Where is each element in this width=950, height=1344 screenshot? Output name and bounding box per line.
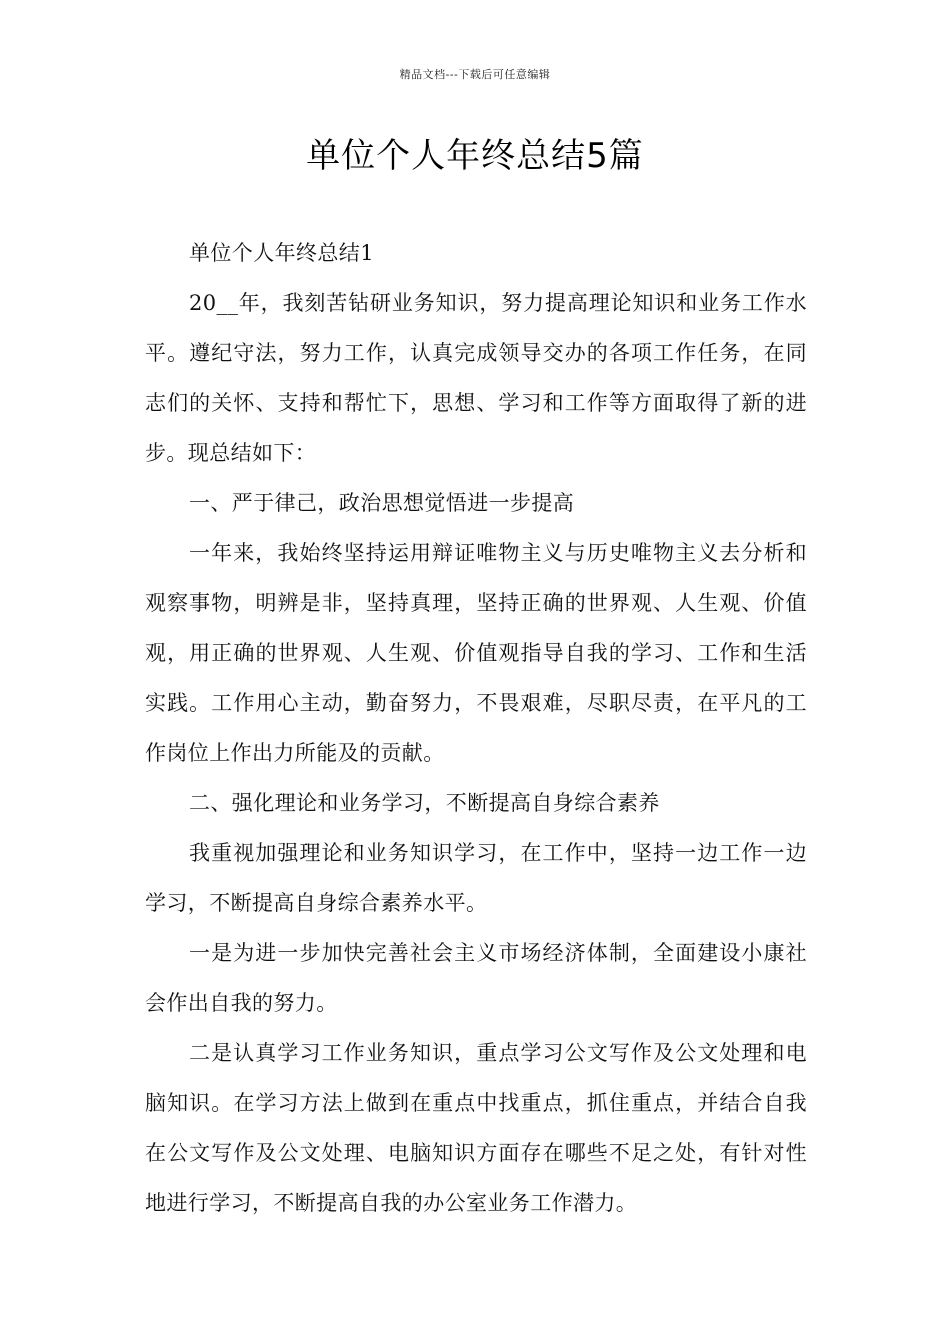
paragraph: 我重视加强理论和业务知识学习，在工作中，坚持一边工作一边学习，不断提高自身综合素养水平。 bbox=[145, 841, 807, 915]
paragraph: 一年来，我始终坚持运用辩证唯物主义与历史唯物主义去分析和观察事物，明辨是非，坚持真理，坚持正确的世界观、人生观、价值观，用正确的世界观、人生观、价值观指导自我的学习、工作和生活实践。工作用心主动，勤奋努力，不畏艰难，尽职尽责，在平凡的工作岗位上作出力所能及的贡献。 bbox=[145, 541, 807, 765]
document-body bbox=[145, 228, 807, 1228]
paragraph: 二是认真学习工作业务知识，重点学习公文写作及公文处理和电脑知识。在学习方法上做到在重点中找重点，抓住重点，并结合自我在公文写作及公文处理、电脑知识方面存在哪些不足之处，有针对性地进行学习，不断提高自我的办公室业务工作潜力。 bbox=[145, 1041, 807, 1215]
paragraph: 一是为进一步加快完善社会主义市场经济体制，全面建设小康社会作出自我的努力。 bbox=[145, 941, 807, 1015]
document-title: 单位个人年终总结5篇 bbox=[306, 136, 644, 176]
section-heading: 二、强化理论和业务学习，不断提高自身综合素养 bbox=[189, 791, 660, 815]
section-heading: 一、严于律己，政治思想觉悟进一步提高 bbox=[189, 491, 575, 515]
paragraph: 20__年，我刻苦钻研业务知识，努力提高理论知识和业务工作水平。遵纪守法，努力工作，认真完成领导交办的各项工作任务，在同志们的关怀、支持和帮忙下，思想、学习和工作等方面取得了新的进步。现总结如下： bbox=[145, 291, 807, 465]
section-heading: 单位个人年终总结1 bbox=[189, 241, 374, 265]
header-note: 精品文档---下载后可任意编辑 bbox=[399, 68, 551, 81]
